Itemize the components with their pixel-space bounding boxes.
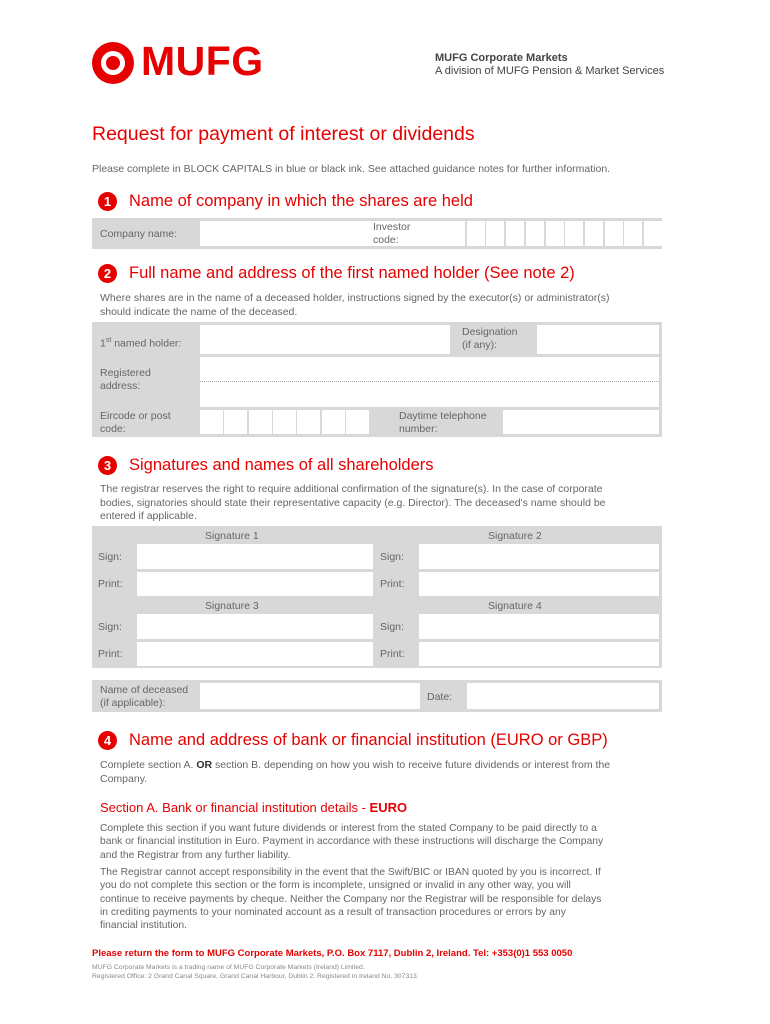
signature-1-header: Signature 1	[205, 530, 259, 542]
section-2-heading	[98, 264, 575, 283]
section-4-title: Name and address of bank or financial institution (EURO or GBP)	[129, 731, 608, 749]
print-field-1[interactable]	[137, 572, 373, 596]
sign-field-1[interactable]	[137, 544, 373, 569]
investor-code-label: Investor code:	[373, 221, 411, 246]
investor-code-box[interactable]	[605, 221, 623, 246]
designation-field[interactable]	[537, 325, 659, 354]
print-label-3: Print:	[98, 648, 123, 660]
header-division: A division of MUFG Pension & Market Services	[435, 65, 665, 77]
print-field-4[interactable]	[419, 642, 659, 666]
section-2-number: 2	[98, 264, 117, 283]
address-label: Registered address:	[100, 367, 151, 392]
investor-code-box[interactable]	[565, 221, 583, 246]
header-company: MUFG Corporate Markets	[435, 52, 568, 64]
print-field-3[interactable]	[137, 642, 373, 666]
section-4-note: Complete section A. OR section B. depending on how you wish to receive future dividends or interest from the Company.	[100, 759, 611, 785]
investor-code-box[interactable]	[486, 221, 504, 246]
date-label: Date:	[427, 691, 453, 703]
investor-code-box[interactable]	[585, 221, 603, 246]
company-row	[92, 218, 662, 249]
section-a-heading: Section A. Bank or financial institution details - EURO	[100, 800, 408, 815]
sign-field-4[interactable]	[419, 614, 659, 639]
sign-label-2: Sign:	[380, 551, 404, 563]
holder-label: 1st named holder:	[100, 337, 182, 350]
section-3-heading	[98, 456, 434, 475]
company-name-field[interactable]	[200, 221, 456, 246]
sign-label-4: Sign:	[380, 621, 404, 633]
eircode-box[interactable]	[224, 410, 247, 434]
investor-code-box[interactable]	[506, 221, 524, 246]
date-field[interactable]	[467, 683, 659, 709]
holder-box	[92, 322, 662, 437]
signature-2-header: Signature 2	[488, 530, 542, 542]
section-3-title: Signatures and names of all shareholders	[129, 456, 434, 474]
eircode-box[interactable]	[346, 410, 369, 434]
investor-code-box[interactable]	[624, 221, 642, 246]
investor-code-box[interactable]	[447, 221, 465, 246]
eircode-box[interactable]	[249, 410, 272, 434]
intro-text: Please complete in BLOCK CAPITALS in blue or black ink. See attached guidance notes for further information.	[92, 163, 611, 175]
section-4-number: 4	[98, 731, 117, 750]
section-1-title: Name of company in which the shares are held	[129, 192, 473, 210]
print-label-1: Print:	[98, 578, 123, 590]
page-title: Request for payment of interest or dividends	[92, 123, 475, 145]
signature-4-header: Signature 4	[488, 600, 542, 612]
deceased-row	[92, 680, 662, 712]
sign-label-3: Sign:	[98, 621, 122, 633]
investor-code-box[interactable]	[546, 221, 564, 246]
investor-code-box[interactable]	[467, 221, 485, 246]
deceased-label: Name of deceased (if applicable):	[100, 684, 189, 709]
section-3-number: 3	[98, 456, 117, 475]
sign-field-3[interactable]	[137, 614, 373, 639]
designation-label: Designation (if any):	[462, 326, 518, 351]
company-name-label: Company name:	[100, 228, 178, 240]
deceased-name-field[interactable]	[200, 683, 420, 709]
signature-3-header: Signature 3	[205, 600, 259, 612]
signature-box	[92, 526, 662, 668]
sign-field-2[interactable]	[419, 544, 659, 569]
phone-label: Daytime telephone number:	[399, 410, 487, 435]
section-2-note: Where shares are in the name of a deceased holder, instructions signed by the executor(s) or administrator(s) should indicate the name of the deceased.	[100, 292, 610, 318]
logo-dot-icon	[106, 56, 120, 70]
logo-text: MUFG	[141, 38, 264, 84]
print-label-2: Print:	[380, 578, 405, 590]
address-field[interactable]	[200, 357, 659, 407]
eircode-box[interactable]	[297, 410, 320, 434]
section-4-heading	[98, 731, 608, 750]
investor-code-box[interactable]	[644, 221, 662, 246]
legal-line-1: MUFG Corporate Markets is a trading name of MUFG Corporate Markets (Ireland) Limited.	[92, 964, 365, 971]
section-a-paragraph-2: The Registrar cannot accept responsibility in the event that the Swift/BIC or IBAN quoted by you is incorrect. If you do not complete this section or the form is incomplete, unsigned or invalid in any other way, you will continue to receive payments by cheque. Neither the Company nor the Registrar will be responsible for delays in crediting payments to your nominated account as a result of transaction procedures or errors by any financial institution.	[100, 867, 602, 932]
section-3-note: The registrar reserves the right to require additional confirmation of the signature(s). In the case of corporate bodies, signatories should state their representative capacity (e.g. Director). The deceased's name should be entered if applicable.	[100, 483, 606, 522]
section-1-number: 1	[98, 192, 117, 211]
investor-code-box[interactable]	[526, 221, 544, 246]
eircode-box[interactable]	[200, 410, 223, 434]
eircode-label: Eircode or post code:	[100, 410, 171, 435]
eircode-box[interactable]	[322, 410, 345, 434]
holder-name-field[interactable]	[200, 325, 450, 354]
phone-field[interactable]	[503, 410, 659, 434]
legal-line-2: Registered Office: 2 Grand Canal Square, Grand Canal Harbour, Dublin 2. Registered in Ireland No. 307313.	[92, 973, 419, 980]
section-1-heading	[98, 192, 473, 211]
print-label-4: Print:	[380, 648, 405, 660]
eircode-box[interactable]	[273, 410, 296, 434]
section-a-paragraph-1: Complete this section if you want future dividends or interest from the stated Company to be paid directly to a bank or financial institution in Euro. Payment in accordance with these instructions will discharge the Company and the Registrar from any further liability.	[100, 823, 604, 861]
section-2-title: Full name and address of the first named holder (See note 2)	[129, 264, 575, 282]
return-address: Please return the form to MUFG Corporate Markets, P.O. Box 7117, Dublin 2, Ireland. Tel: +353(0)1 553 0050	[92, 948, 573, 959]
sign-label-1: Sign:	[98, 551, 122, 563]
print-field-2[interactable]	[419, 572, 659, 596]
